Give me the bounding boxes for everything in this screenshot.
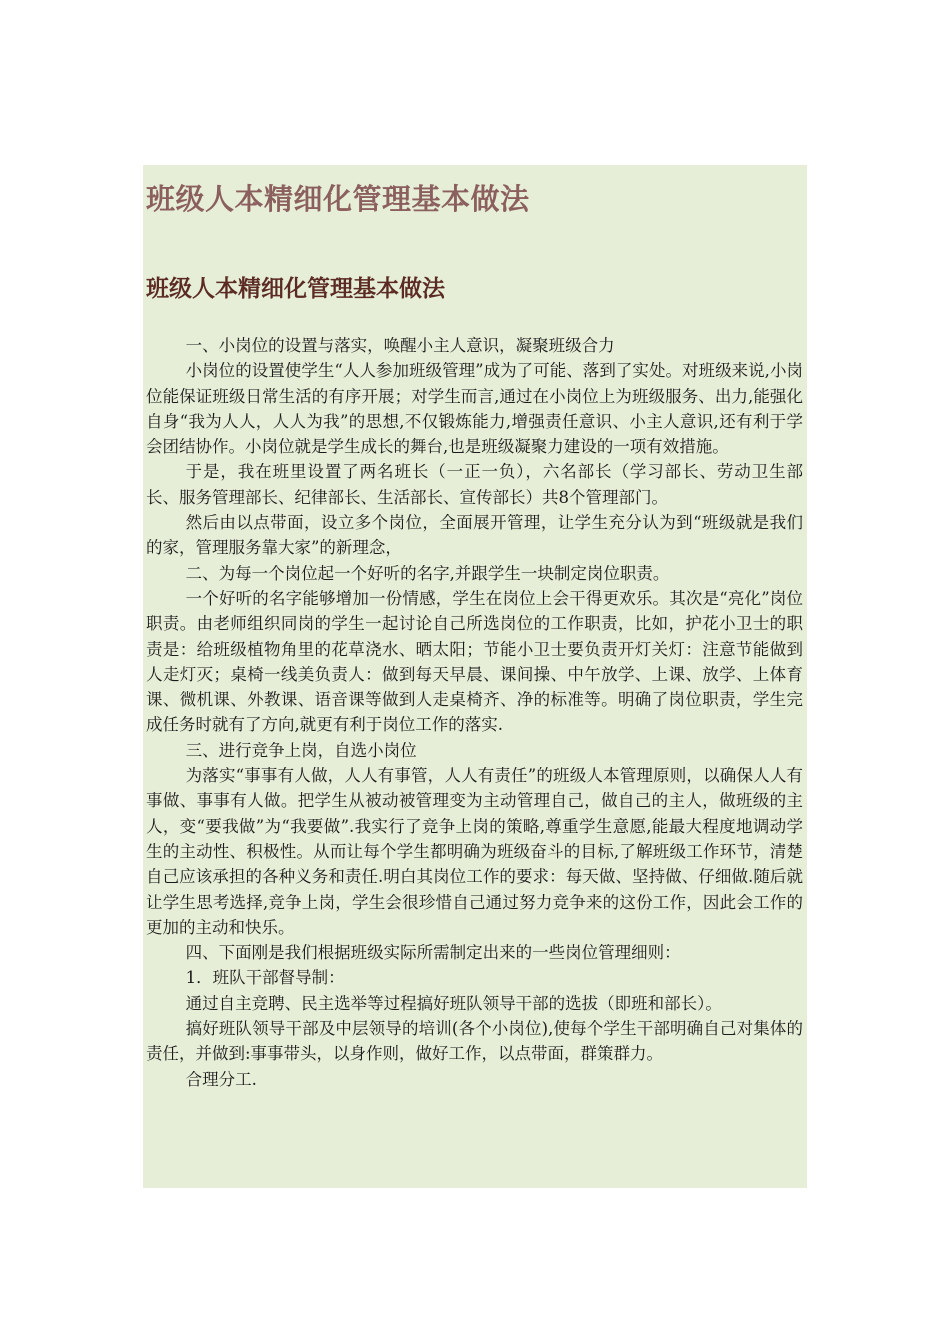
paragraph: 一个好听的名字能够增加一份情感，学生在岗位上会干得更欢乐。其次是“亮化”岗位职责。由老师组织同岗的学生一起讨论自己所选岗位的工作职责，比如，护花小卫士的职责是：给班级植物角里的花草浇水、晒太阳；节能小卫士要负责开灯关灯：注意节能做到人走灯灭；桌椅一线美负责人：做到每天早晨、课间操、中午放学、上课、放学、上体育课、微机课、外教课、语音课等做到人走桌椅齐、净的标准等。明确了岗位职责，学生完成任务时就有了方向,就更有利于岗位工作的落实. (146, 588, 803, 735)
paragraph: 于是，我在班里设置了两名班长（一正一负），六名部长（学习部长、劳动卫生部长、服务管理部长、纪律部长、生活部长、宣传部长）共8个管理部门。 (146, 462, 803, 507)
page-title: 班级人本精细化管理基本做法 (146, 182, 530, 216)
paragraph: 合理分工. (185, 1069, 257, 1089)
paragraph: 为落实“事事有人做，人人有事管，人人有责任”的班级人本管理原则，以确保人人有事做、事事有人做。把学生从被动被管理变为主动管理自己，做自己的主人，做班级的主人，变“要我做”为“我要做”.我实行了竞争上岗的策略,尊重学生意愿,能最大程度地调动学生的主动性、积极性。从而让每个学生都明确为班级奋斗的目标,了解班级工作环节，清楚自己应该承担的各种义务和责任.明白其岗位工作的要求：每天做、坚持做、仔细做.随后就让学生思考选择,竞争上岗，学生会很珍惜自己通过努力竞争来的这份工作，因此会工作的更加的主动和快乐。 (146, 766, 803, 937)
paragraph: 1．班队干部督导制： (185, 968, 345, 988)
paragraph: 搞好班队领导干部及中层领导的培训(各个小岗位),使每个学生干部明确自己对集体的责任，并做到:事事带头，以身作则，做好工作，以点带面，群策群力。 (146, 1019, 803, 1064)
paragraph: 一、小岗位的设置与落实，唤醒小主人意识，凝聚班级合力 (185, 336, 615, 355)
paragraph: 二、为每一个岗位起一个好听的名字,并跟学生一块制定岗位职责。 (185, 563, 670, 583)
article-body (146, 333, 803, 1092)
article-panel (143, 165, 807, 1188)
paragraph: 然后由以点带面，设立多个岗位，全面展开管理，让学生充分认为到“班级就是我们的家，管理服务靠大家”的新理念， (146, 513, 803, 558)
paragraph: 通过自主竞聘、民主选举等过程搞好班队领导干部的选拔（即班和部长）。 (185, 993, 722, 1013)
article-heading: 班级人本精细化管理基本做法 (146, 276, 445, 302)
paragraph: 四、下面刚是我们根据班级实际所需制定出来的一些岗位管理细则： (185, 943, 681, 963)
paragraph: 三、进行竞争上岗，自选小岗位 (185, 740, 417, 760)
paragraph: 小岗位的设置使学生“人人参加班级管理”成为了可能、落到了实处。对班级来说,小岗位能保证班级日常生活的有序开展；对学生而言,通过在小岗位上为班级服务、出力,能强化自身“我为人人，人人为我”的思想,不仅锻炼能力,增强责任意识、小主人意识,还有利于学会团结协作。小岗位就是学生成长的舞台,也是班级凝聚力建设的一项有效措施。 (146, 361, 803, 457)
